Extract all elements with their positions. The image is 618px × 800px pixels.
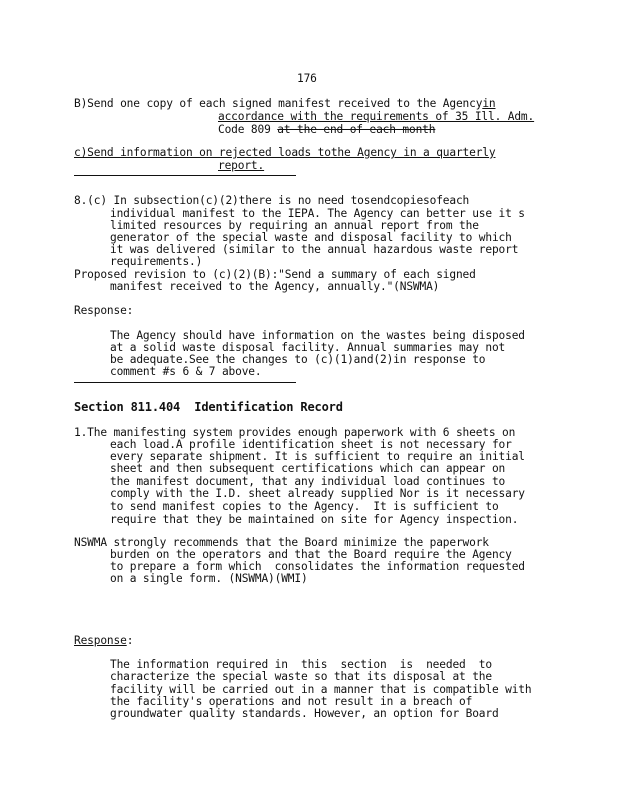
comment1-line-8: require that they be maintained on site for Agency inspection. bbox=[110, 513, 519, 526]
comment1-line-5: the manifest document, that any individual load continues to bbox=[110, 475, 506, 488]
comment8-line-3: limited resources by requiring an annual report from the bbox=[110, 219, 479, 232]
response-2-label-text: Response bbox=[74, 634, 127, 647]
separator-rule-1 bbox=[74, 175, 296, 176]
item-b-prefix: B)Send one copy of each signed manifest received to the Agency bbox=[74, 97, 483, 110]
response-2-line-2: characterize the special waste so that its disposal at the bbox=[110, 670, 492, 683]
page-number: 176 bbox=[297, 72, 317, 85]
item-c-rest: the Agency in a quarterly bbox=[330, 146, 496, 159]
comment1-line-1: 1.The manifesting system provides enough paperwork with 6 sheets on bbox=[74, 426, 516, 439]
nswma-line-4: on a single form. (NSWMA)(WMI) bbox=[110, 572, 308, 585]
response-1-line-2: at a solid waste disposal facility. Annual summaries may not bbox=[110, 341, 506, 354]
nswma-line-1: NSWMA strongly recommends that the Board minimize the paperwork bbox=[74, 536, 489, 549]
response-2-label-colon: : bbox=[126, 634, 134, 647]
response-2-line-3: facility will be carried out in a manner that is compatible with bbox=[110, 683, 532, 696]
item-b-line-3 bbox=[218, 123, 435, 136]
item-c-underline-1: c)Send information on rejected loads to bbox=[74, 146, 331, 159]
item-b-line-2: accordance with the requirements of 35 Ill. Adm. bbox=[218, 110, 535, 123]
response-2-line-1: The information required in this section is needed to bbox=[110, 658, 492, 671]
response-1-line-4: comment #s 6 & 7 above. bbox=[110, 365, 262, 378]
comment1-line-4: sheet and then subsequent certifications which can appear on bbox=[110, 462, 506, 475]
separator-rule-2 bbox=[74, 382, 296, 383]
item-b-underline-3: Code 809 bbox=[218, 123, 271, 136]
proposed-revision-line-1: Proposed revision to (c)(2)(B):"Send a summary of each signed bbox=[74, 268, 476, 281]
response-1-label: Response: bbox=[74, 304, 134, 317]
comment1-line-7: to send manifest copies to the Agency. It is sufficient to bbox=[110, 500, 499, 513]
comment8-line-4: generator of the special waste and disposal facility to which bbox=[110, 231, 512, 244]
comment8-line-2: individual manifest to the IEPA. The Agency can better use it s bbox=[110, 207, 525, 220]
nswma-line-2: burden on the operators and that the Board require the Agency bbox=[110, 548, 512, 561]
comment1-line-3: every separate shipment. It is sufficient to require an initial bbox=[110, 450, 525, 463]
response-1-line-3: be adequate.See the changes to (c)(1)and(2)in response to bbox=[110, 353, 486, 366]
nswma-line-3: to prepare a form which consolidates the information requested bbox=[110, 560, 525, 573]
section-heading: Section 811.404 Identification Record bbox=[74, 400, 343, 414]
response-1-line-1: The Agency should have information on the wastes being disposed bbox=[110, 329, 525, 342]
comment8-line-1: 8.(c) In subsection(c)(2)there is no need tosendcopiesofeach bbox=[74, 194, 470, 207]
response-2-line-5: groundwater quality standards. However, an option for Board bbox=[110, 707, 499, 720]
item-c-line-1 bbox=[74, 146, 495, 159]
proposed-revision-line-2: manifest received to the Agency, annually."(NSWMA) bbox=[110, 280, 440, 293]
comment1-line-6: comply with the I.D. sheet already supplied Nor is it necessary bbox=[110, 487, 525, 500]
item-c-line-2: report. bbox=[218, 159, 265, 172]
item-b-strikethrough: at the end of each month bbox=[277, 123, 436, 136]
comment8-line-6: requirements.) bbox=[110, 255, 203, 268]
item-b-line-1 bbox=[74, 97, 495, 110]
item-b-underline-1: in bbox=[482, 97, 496, 110]
response-2-label bbox=[74, 634, 133, 647]
response-2-line-4: the facility's operations and not result in a breach of bbox=[110, 695, 473, 708]
comment1-line-2: each load.A profile identification sheet is not necessary for bbox=[110, 438, 512, 451]
comment8-line-5: it was delivered (similar to the annual hazardous waste report bbox=[110, 243, 519, 256]
